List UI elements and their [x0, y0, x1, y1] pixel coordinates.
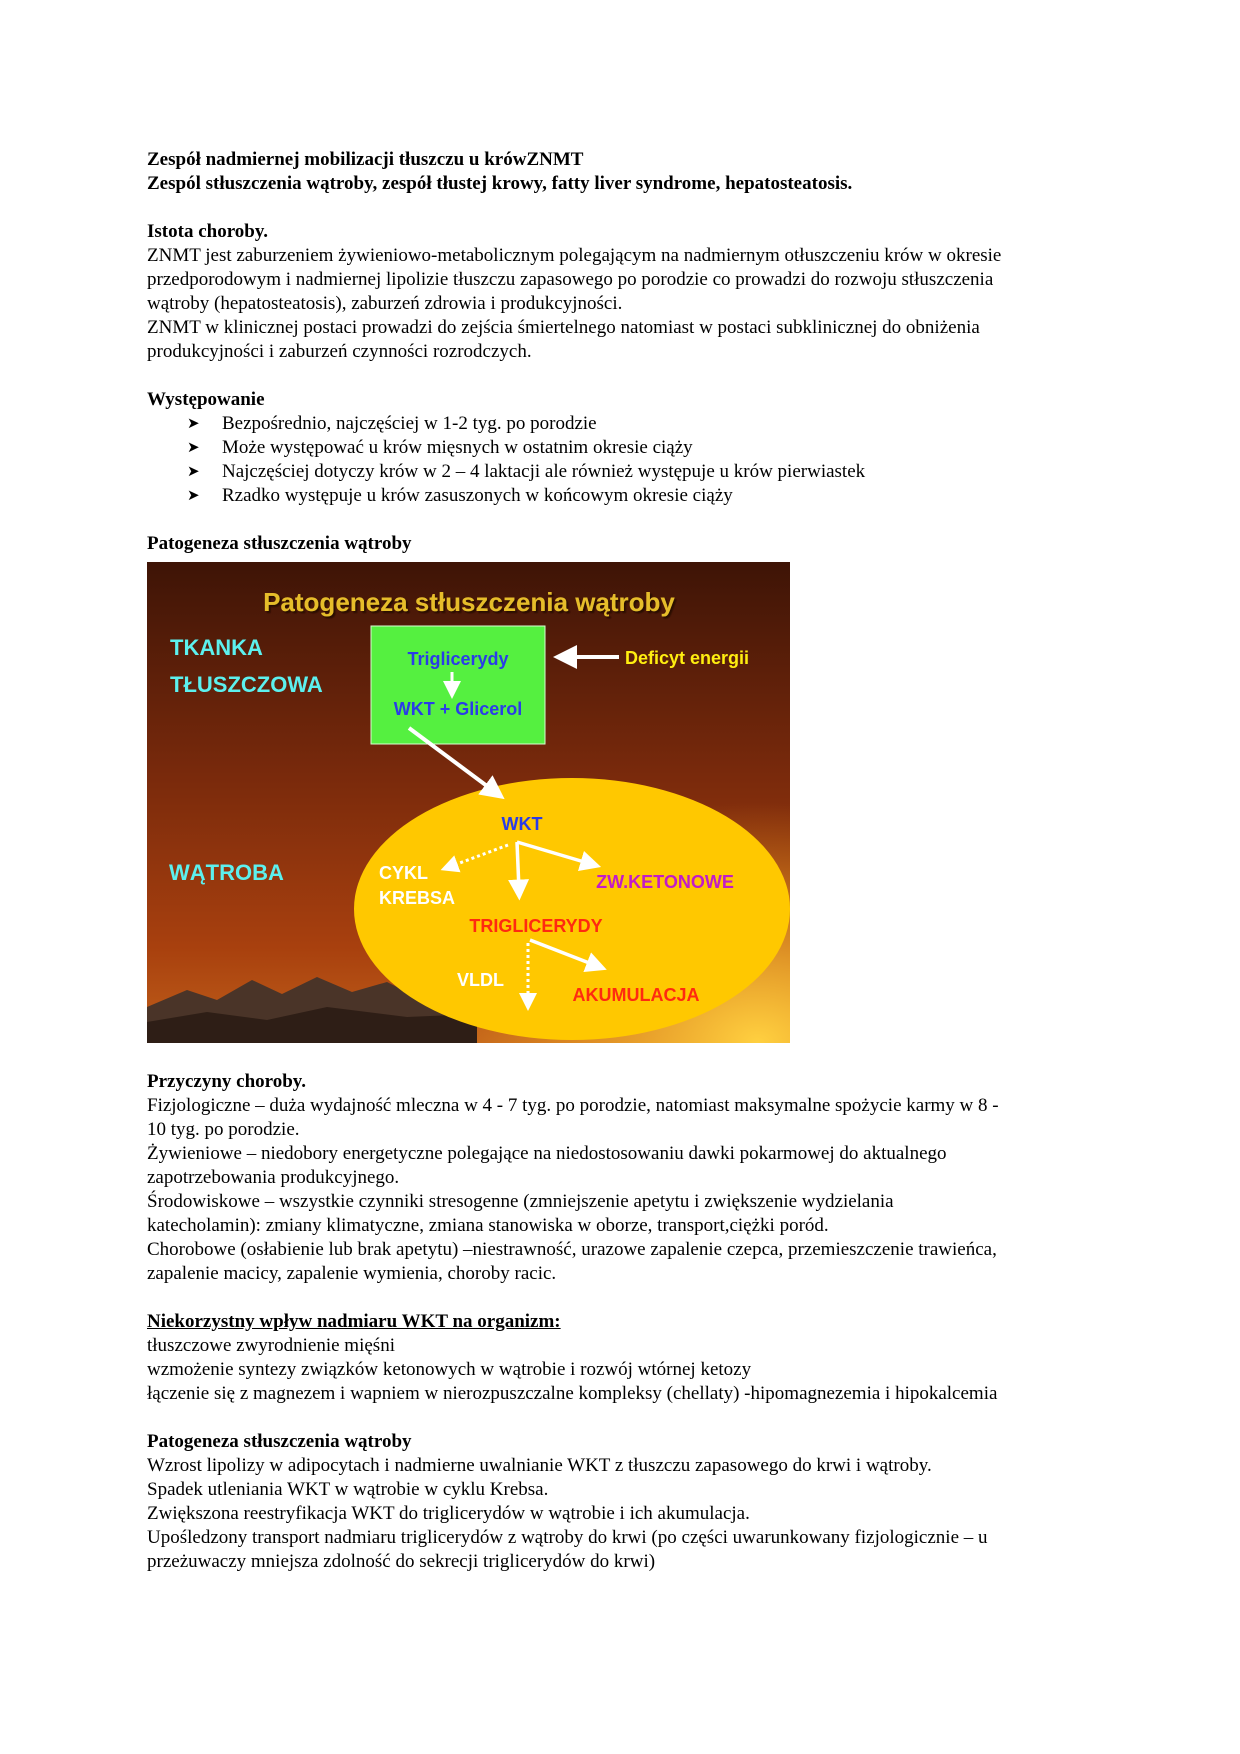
list-item-text: Bezpośrednio, najczęściej w 1-2 tyg. po porodzie	[222, 413, 597, 434]
text-line: łączenie się z magnezem i wapniem w nierozpuszczalne kompleksy (chellaty) -hipomagnezemia i hipokalcemia	[147, 1383, 998, 1404]
section-heading-patogeneza: Patogeneza stłuszczenia wątroby	[147, 1431, 412, 1452]
box-wkt-glicerol: WKT + Glicerol	[393, 699, 523, 719]
text-line: ZNMT w klinicznej postaci prowadzi do zejścia śmiertelnego natomiast w postaci subklinicznej do obniżenia	[147, 317, 980, 338]
arrowhead-bullet-icon: ➤	[187, 440, 200, 456]
text-line: wzmożenie syntezy związków ketonowych w wątrobie i rozwój wtórnej ketozy	[147, 1359, 752, 1380]
text-line: Upośledzony transport nadmiaru triglicerydów z wątroby do krwi (po części uwarunkowany fizjologicznie – u	[147, 1527, 988, 1548]
arrowhead-bullet-icon: ➤	[187, 416, 200, 432]
section-heading-przyczyny: Przyczyny choroby.	[147, 1071, 307, 1092]
label-akumulacja: AKUMULACJA	[572, 985, 700, 1005]
label-triglicerydy: TRIGLICERYDY	[469, 916, 603, 936]
label-tkanka: TKANKA	[170, 635, 263, 660]
text-line: Chorobowe (osłabienie lub brak apetytu) –niestrawność, urazowe zapalenie czepca, przemieszczenie trawieńca,	[147, 1239, 997, 1260]
text-line: Środowiskowe – wszystkie czynniki stresogenne (zmniejszenie apetytu i zwiększenie wydzielania	[147, 1191, 894, 1212]
text-line: zapalenie macicy, zapalenie wymienia, choroby racic.	[147, 1263, 557, 1284]
figure-caption: Patogeneza stłuszczenia wątroby	[147, 533, 412, 554]
text-line: przeżuwaczy mniejsza zdolność do sekrecji triglicerydów do krwi)	[147, 1551, 656, 1572]
label-zw-ketonowe: ZW.KETONOWE	[596, 872, 734, 892]
list-item	[147, 412, 1147, 436]
text-line: ZNMT jest zaburzeniem żywieniowo-metabolicznym polegającym na nadmiernym otłuszczeniu krów w okresie	[147, 245, 1002, 266]
patogeneza-paragraph	[147, 1454, 1147, 1574]
adipose-box	[371, 626, 545, 744]
label-watroba: WĄTROBA	[169, 860, 284, 885]
text-line: produkcyjności i zaburzeń czynności rozrodczych.	[147, 341, 532, 362]
label-tluszczowa: TŁUSZCZOWA	[170, 672, 323, 697]
list-item	[147, 436, 1147, 460]
text-line: wątroby (hepatosteatosis), zaburzeń zdrowia i produkcyjności.	[147, 293, 623, 314]
arrow-wkt-to-trigl-icon	[517, 842, 519, 890]
diagram-title: Patogeneza stłuszczenia wątroby	[263, 587, 675, 617]
doc-subtitle: Zespól stłuszczenia wątroby, zespół tłustej krowy, fatty liver syndrome, hepatosteatosis.	[147, 173, 853, 194]
bullet-list	[147, 412, 1147, 508]
doc-title: Zespół nadmiernej mobilizacji tłuszczu u krówZNMT	[147, 149, 584, 170]
wplyw-paragraph	[147, 1334, 1147, 1406]
text-line: zapotrzebowania produkcyjnego.	[147, 1167, 400, 1188]
pathogenesis-diagram	[147, 562, 790, 1043]
list-item-text: Może występować u krów mięsnych w ostatnim okresie ciąży	[222, 437, 693, 458]
list-item-text: Rzadko występuje u krów zasuszonych w końcowym okresie ciąży	[222, 485, 733, 506]
list-item-text: Najczęściej dotyczy krów w 2 – 4 laktacji ale również występuje u krów pierwiastek	[222, 461, 866, 482]
box-triglicerydy: Triglicerydy	[407, 649, 509, 669]
label-krebsa: KREBSA	[379, 888, 456, 908]
section-heading-wplyw: Niekorzystny wpływ nadmiaru WKT na organizm:	[147, 1311, 561, 1332]
text-line: katecholamin): zmiany klimatyczne, zmiana stanowiska w oborze, transport,ciężki poród.	[147, 1215, 829, 1236]
list-item	[147, 460, 1147, 484]
text-line: Żywieniowe – niedobory energetyczne polegające na niedostosowaniu dawki pokarmowej do aktualnego	[147, 1143, 947, 1164]
przyczyny-paragraph	[147, 1094, 1147, 1286]
arrowhead-bullet-icon: ➤	[187, 488, 200, 504]
text-line: Zwiększona reestryfikacja WKT do triglicerydów w wątrobie i ich akumulacja.	[147, 1503, 750, 1524]
text-line: 10 tyg. po porodzie.	[147, 1119, 300, 1140]
text-line: przedporodowym i nadmiernej lipolizie tłuszczu zapasowego po porodzie co prowadzi do rozwoju stłuszczenia	[147, 269, 994, 290]
label-cykl: CYKL	[379, 863, 428, 883]
document-page	[147, 148, 1147, 1574]
section-heading-istota: Istota choroby.	[147, 221, 269, 242]
list-item	[147, 484, 1147, 508]
text-line: Spadek utleniania WKT w wątrobie w cyklu Krebsa.	[147, 1479, 549, 1500]
text-line: tłuszczowe zwyrodnienie mięśni	[147, 1335, 395, 1356]
label-deficyt-energii: Deficyt energii	[625, 648, 750, 668]
text-line: Wzrost lipolizy w adipocytach i nadmierne uwalnianie WKT z tłuszczu zapasowego do krwi i wątroby.	[147, 1455, 932, 1476]
label-vldl: VLDL	[457, 970, 504, 990]
section-heading-wystepowanie: Występowanie	[147, 389, 265, 410]
label-wkt: WKT	[501, 814, 543, 834]
arrowhead-bullet-icon: ➤	[187, 464, 200, 480]
text-line: Fizjologiczne – duża wydajność mleczna w 4 - 7 tyg. po porodzie, natomiast maksymalne spożycie karmy w 8 -	[147, 1095, 999, 1116]
istota-paragraph	[147, 244, 1147, 364]
